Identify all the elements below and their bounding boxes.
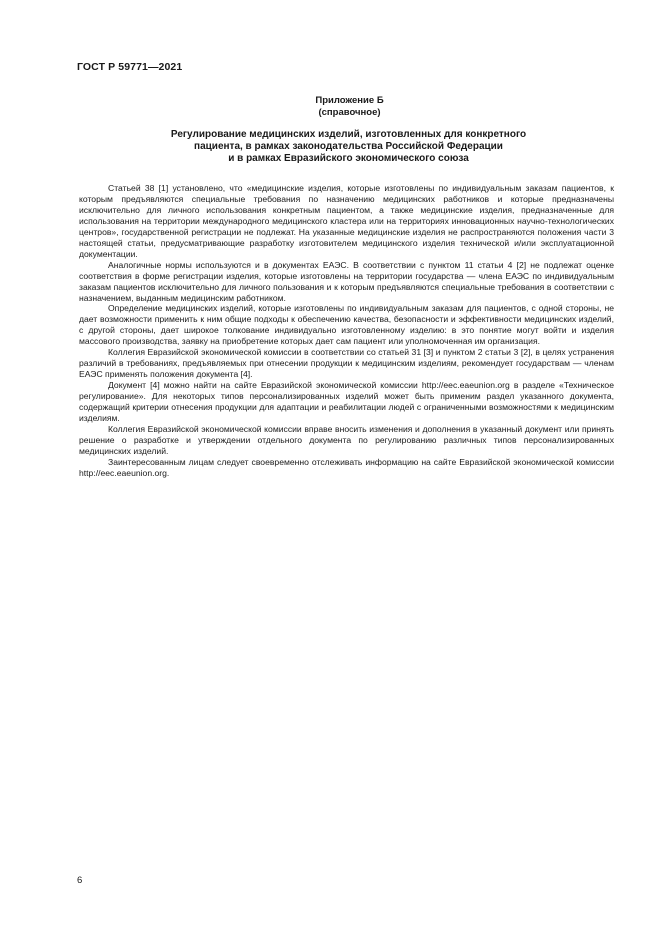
title-line-3: и в рамках Евразийского экономического союза [228,153,469,164]
paragraph: Коллегия Евразийской экономической комиссии вправе вносить изменения и дополнения в указанный документ или принять решение о разработке и утверждении отдельного документа по регулированию различных типов персонализированных медицинских изделий. [79,423,614,456]
appendix-title [0,129,661,165]
page-number: 6 [77,875,83,886]
paragraph: Заинтересованным лицам следует своевременно отслеживать информацию на сайте Евразийской экономической комиссии http://eec.eaeunion.org. [79,456,614,478]
paragraph: Документ [4] можно найти на сайте Евразийской экономической комиссии http://eec.eaeunion.org в разделе «Техническое регулирование». Для некоторых типов персонализированных изделий может быть применим раздел указанного документа, содержащий критерии отнесения продукции для адаптации и реабилитации людей с ограниченными возможностями к медицинским изделиям. [79,380,614,424]
standard-designation: ГОСТ Р 59771—2021 [77,61,183,73]
appendix-heading [0,95,661,118]
appendix-kind: (справочное) [318,106,381,118]
paragraph: Аналогичные нормы используются и в документах ЕАЭС. В соответствии с пунктом 11 статьи 4 [2] не подлежат оценке соответствия в форме регистрации изделия, которые изготовлены на территории государства — члена ЕАЭС по индивидуальным заказам пациентов исключительно для личного пользования и к которым предъявляются специальные требования в соответствии с назначением, выданным медицинским работником. [79,259,614,303]
appendix-label: Приложение Б [315,95,384,106]
paragraph: Определение медицинских изделий, которые изготовлены по индивидуальным заказам для пациентов, с одной стороны, не дает возможности применить к ним общие подходы к обеспечению качества, безопасности и эффективности медицинских изделий, с другой стороны, дает широкое толкование индивидуально изготовленному изделию: в это понятие могут войти и изделия массового производства, заявку на приобретение которых дает сам пациент или уполномоченная им организация. [79,303,614,347]
paragraph: Коллегия Евразийской экономической комиссии в соответствии со статьей 31 [3] и пунктом 2 статьи 3 [2], в целях устранения различий в требованиях, предъявляемых при отнесении продукции к медицинским изделиям, рекомендует государствам — членам ЕАЭС применять положения документа [4]. [79,347,614,380]
title-line-2: пациента, в рамках законодательства Российской Федерации [194,141,503,152]
title-line-1: Регулирование медицинских изделий, изготовленных для конкретного [170,129,527,140]
paragraph: Статьей 38 [1] установлено, что «медицинские изделия, которые изготовлены по индивидуальным заказам пациентов, к которым предъявляются специальные требования по назначению медицинских работников и которые предназначены исключительно для личного использования конкретным пациентом, а также медицинские изделия, предназначенные для использования на территории международного медицинского кластера или на территориях инновационных научно-технологических центров», государственной регистрации не подлежат. На указанные медицинские изделия не распространяются положения части 3 настоящей статьи, предусматривающие разработку изготовителем медицинского изделия технической и/или эксплуатационной документации. [79,183,614,259]
body-text [79,183,614,479]
